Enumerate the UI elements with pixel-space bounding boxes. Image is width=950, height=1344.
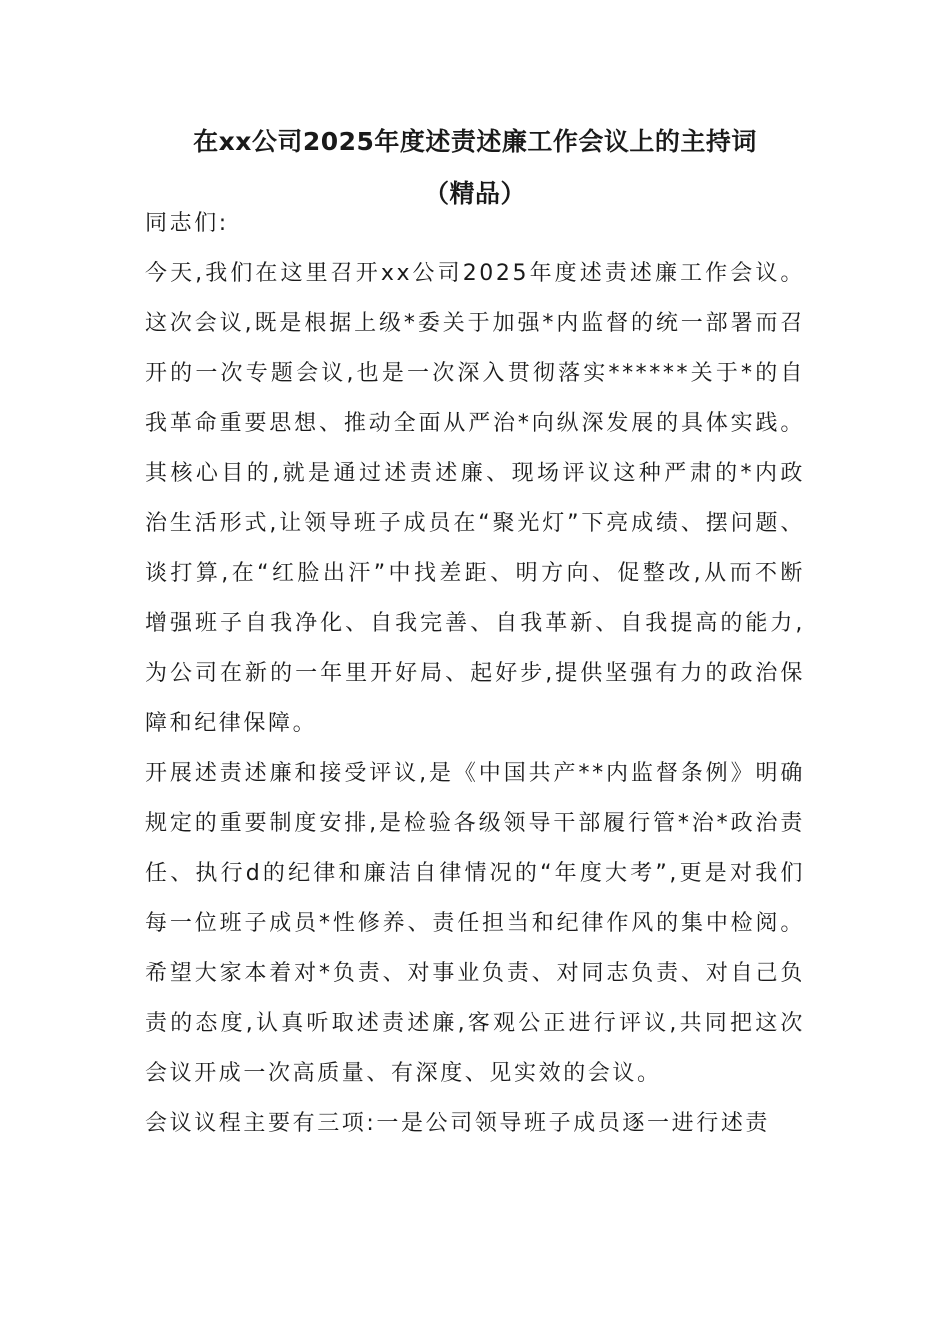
salutation: 同志们: [145,211,229,236]
paragraph-3: 会议议程主要有三项:一是公司领导班子成员逐一进行述责 [145,1111,771,1136]
document-body [145,199,805,1149]
paragraph-2: 开展述责述廉和接受评议,是《中国共产**内监督条例》明确规定的重要制度安排,是检验各级领导干部履行管*治*政治责任、执行d的纪律和廉洁自律情况的“年度大考”,更是对我们每一位班子成员*性修养、责任担当和纪律作风的集中检阅。希望大家本着对*负责、对事业负责、对同志负责、对自己负责的态度,认真听取述责述廉,客观公正进行评议,共同把这次会议开成一次高质量、有深度、见实效的会议。 [145,761,805,1086]
paragraph-1: 今天,我们在这里召开xx公司2025年度述责述廉工作会议。这次会议,既是根据上级*委关于加强*内监督的统一部署而召开的一次专题会议,也是一次深入贯彻落实******关于*的自我革命重要思想、推动全面从严治*向纵深发展的具体实践。其核心目的,就是通过述责述廉、现场评议这种严肃的*内政治生活形式,让领导班子成员在“聚光灯”下亮成绩、摆问题、谈打算,在“红脸出汗”中找差距、明方向、促整改,从而不断增强班子自我净化、自我完善、自我革新、自我提高的能力,为公司在新的一年里开好局、起好步,提供坚强有力的政治保障和纪律保障。 [145,261,805,736]
document-title-suffix: （精品） [423,179,526,208]
document-title: 在xx公司2025年度述责述廉工作会议上的主持词 [193,127,757,156]
